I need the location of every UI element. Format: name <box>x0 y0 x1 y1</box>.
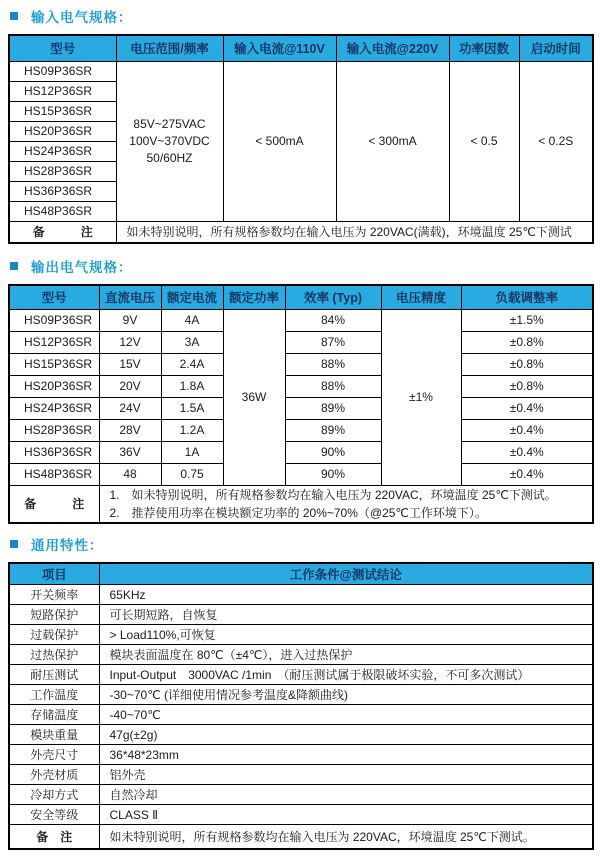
remark-text <box>99 485 593 523</box>
item-cell: 模块重量 <box>9 725 99 745</box>
table-row <box>9 441 593 463</box>
remark-line: 2. 推荐使用功率在模块额定功率的 20%~70%（@25℃工作环境下）。 <box>109 505 487 520</box>
value-cell: 自然冷却 <box>99 785 593 805</box>
rated-power-cell: 36W <box>223 309 285 485</box>
voltage-range-line: 85V~275VAC <box>133 116 206 131</box>
dc-voltage-cell: 12V <box>99 331 161 353</box>
rated-current-cell: 1.8A <box>161 375 223 397</box>
table-row <box>9 765 593 785</box>
input-table-header-row <box>9 35 593 61</box>
efficiency-cell: 87% <box>285 331 381 353</box>
square-bullet-icon <box>10 540 18 548</box>
table-row <box>9 397 593 419</box>
efficiency-cell: 90% <box>285 441 381 463</box>
rated-current-cell: 1.2A <box>161 419 223 441</box>
model-cell: HS15P36SR <box>9 101 116 121</box>
value-cell: > Load110%,可恢复 <box>99 625 593 645</box>
header-cell-condition: 工作条件@测试结论 <box>99 563 593 585</box>
value-cell: 铝外壳 <box>99 765 593 785</box>
voltage-range-line: 100V~370VDC <box>129 133 210 148</box>
load-regulation-cell: ±0.4% <box>461 463 593 485</box>
remark-row <box>9 221 593 243</box>
remark-row <box>9 825 593 849</box>
dc-voltage-cell: 15V <box>99 353 161 375</box>
square-bullet-icon <box>10 262 18 270</box>
header-cell-rated-current: 额定电流 <box>161 285 223 309</box>
table-row <box>9 645 593 665</box>
efficiency-cell: 84% <box>285 309 381 331</box>
section-title-general-label: 通用特性： <box>31 537 104 553</box>
table-row <box>9 725 593 745</box>
section-title-input <box>8 6 592 26</box>
value-cell: -40~70℃ <box>99 705 593 725</box>
remark-label: 备 注 <box>9 825 99 849</box>
header-cell-model: 型号 <box>9 35 116 61</box>
general-spec-table <box>8 562 594 850</box>
dc-voltage-cell: 20V <box>99 375 161 397</box>
table-row <box>9 309 593 331</box>
rated-current-cell: 4A <box>161 309 223 331</box>
load-regulation-cell: ±1.5% <box>461 309 593 331</box>
header-cell-load-regulation: 负载调整率 <box>461 285 593 309</box>
value-cell: 47g(±2g) <box>99 725 593 745</box>
power-factor-cell: < 0.5 <box>449 61 519 221</box>
load-regulation-cell: ±0.4% <box>461 441 593 463</box>
efficiency-cell: 88% <box>285 375 381 397</box>
model-cell: HS12P36SR <box>9 81 116 101</box>
header-cell-rated-power: 额定功率 <box>223 285 285 309</box>
item-cell: 外壳尺寸 <box>9 745 99 765</box>
rated-current-cell: 1A <box>161 441 223 463</box>
header-cell-current-110: 输入电流@110V <box>223 35 336 61</box>
model-cell: HS12P36SR <box>9 331 99 353</box>
item-cell: 存储温度 <box>9 705 99 725</box>
model-cell: HS28P36SR <box>9 161 116 181</box>
table-row <box>9 785 593 805</box>
header-cell-efficiency: 效率 (Typ) <box>285 285 381 309</box>
table-row <box>9 705 593 725</box>
model-cell: HS20P36SR <box>9 375 99 397</box>
general-table-header-row <box>9 563 593 585</box>
model-cell: HS24P36SR <box>9 397 99 419</box>
model-cell: HS15P36SR <box>9 353 99 375</box>
table-row <box>9 331 593 353</box>
section-title-input-label: 输入电气规格： <box>31 10 133 25</box>
section-title-output <box>8 256 592 276</box>
output-spec-table <box>8 284 594 524</box>
item-cell: 工作温度 <box>9 685 99 705</box>
table-row <box>9 805 593 825</box>
model-cell: HS36P36SR <box>9 441 99 463</box>
dc-voltage-cell: 48 <box>99 463 161 485</box>
remark-line: 1. 如未特别说明，所有规格参数均在输入电压为 220VAC，环境温度 25℃下测试。 <box>109 487 557 502</box>
header-cell-dc-voltage: 直流电压 <box>99 285 161 309</box>
section-title-general <box>8 534 592 554</box>
model-cell: HS28P36SR <box>9 419 99 441</box>
model-cell: HS09P36SR <box>9 309 99 331</box>
header-cell-power-factor: 功率因数 <box>449 35 519 61</box>
value-cell: 可长期短路，自恢复 <box>99 605 593 625</box>
rated-current-cell: 0.75 <box>161 463 223 485</box>
item-cell: 过载保护 <box>9 625 99 645</box>
value-cell: 模块表面温度在 80℃（±4℃），进入过热保护 <box>99 645 593 665</box>
rated-current-cell: 3A <box>161 331 223 353</box>
table-row <box>9 463 593 485</box>
efficiency-cell: 89% <box>285 419 381 441</box>
efficiency-cell: 90% <box>285 463 381 485</box>
value-cell: -30~70℃ (详细使用情况参考温度&降额曲线) <box>99 685 593 705</box>
table-row <box>9 625 593 645</box>
voltage-precision-cell: ±1% <box>381 309 461 485</box>
remark-label: 备 注 <box>9 485 99 523</box>
item-cell: 过热保护 <box>9 645 99 665</box>
table-row <box>9 605 593 625</box>
voltage-range-line: 50/60HZ <box>146 150 193 165</box>
output-table-header-row <box>9 285 593 309</box>
header-cell-model: 型号 <box>9 285 99 309</box>
load-regulation-cell: ±0.4% <box>461 419 593 441</box>
startup-time-cell: < 0.2S <box>519 61 593 221</box>
item-cell: 冷却方式 <box>9 785 99 805</box>
load-regulation-cell: ±0.8% <box>461 375 593 397</box>
rated-current-cell: 2.4A <box>161 353 223 375</box>
item-cell: 外壳材质 <box>9 765 99 785</box>
dc-voltage-cell: 24V <box>99 397 161 419</box>
efficiency-cell: 88% <box>285 353 381 375</box>
model-cell: HS24P36SR <box>9 141 116 161</box>
header-cell-startup-time: 启动时间 <box>519 35 593 61</box>
table-row <box>9 61 593 81</box>
table-row <box>9 585 593 605</box>
model-cell: HS36P36SR <box>9 181 116 201</box>
table-row <box>9 685 593 705</box>
square-bullet-icon <box>10 12 18 20</box>
remark-text: 如未特别说明，所有规格参数均在输入电压为 220VAC，环境温度 25℃下测试。 <box>99 825 593 849</box>
value-cell: 65KHz <box>99 585 593 605</box>
model-cell: HS20P36SR <box>9 121 116 141</box>
input-spec-table <box>8 34 594 244</box>
current-220-cell: < 300mA <box>336 61 449 221</box>
table-row <box>9 745 593 765</box>
dc-voltage-cell: 36V <box>99 441 161 463</box>
model-cell: HS09P36SR <box>9 61 116 81</box>
item-cell: 开关频率 <box>9 585 99 605</box>
rated-current-cell: 1.5A <box>161 397 223 419</box>
item-cell: 短路保护 <box>9 605 99 625</box>
header-cell-item: 项目 <box>9 563 99 585</box>
remark-row <box>9 485 593 523</box>
table-row <box>9 353 593 375</box>
header-cell-voltage-range: 电压范围/频率 <box>116 35 223 61</box>
table-row <box>9 375 593 397</box>
table-row <box>9 665 593 685</box>
remark-label: 备 注 <box>9 221 116 243</box>
model-cell: HS48P36SR <box>9 463 99 485</box>
model-cell: HS48P36SR <box>9 201 116 221</box>
table-row <box>9 419 593 441</box>
value-cell: CLASS Ⅱ <box>99 805 593 825</box>
efficiency-cell: 89% <box>285 397 381 419</box>
header-cell-current-220: 输入电流@220V <box>336 35 449 61</box>
item-cell: 安全等级 <box>9 805 99 825</box>
load-regulation-cell: ±0.8% <box>461 331 593 353</box>
load-regulation-cell: ±0.4% <box>461 397 593 419</box>
remark-text: 如未特别说明，所有规格参数均在输入电压为 220VAC(满载)，环境温度 25℃下测试 <box>116 221 593 243</box>
dc-voltage-cell: 28V <box>99 419 161 441</box>
section-title-output-label: 输出电气规格： <box>31 260 133 275</box>
current-110-cell: < 500mA <box>223 61 336 221</box>
header-cell-voltage-precision: 电压精度 <box>381 285 461 309</box>
item-cell: 耐压测试 <box>9 665 99 685</box>
voltage-range-cell <box>116 61 223 221</box>
load-regulation-cell: ±0.8% <box>461 353 593 375</box>
dc-voltage-cell: 9V <box>99 309 161 331</box>
value-cell: Input-Output 3000VAC /1min （耐压测试属于极限破坏实验，不可多次测试） <box>99 665 593 685</box>
value-cell: 36*48*23mm <box>99 745 593 765</box>
